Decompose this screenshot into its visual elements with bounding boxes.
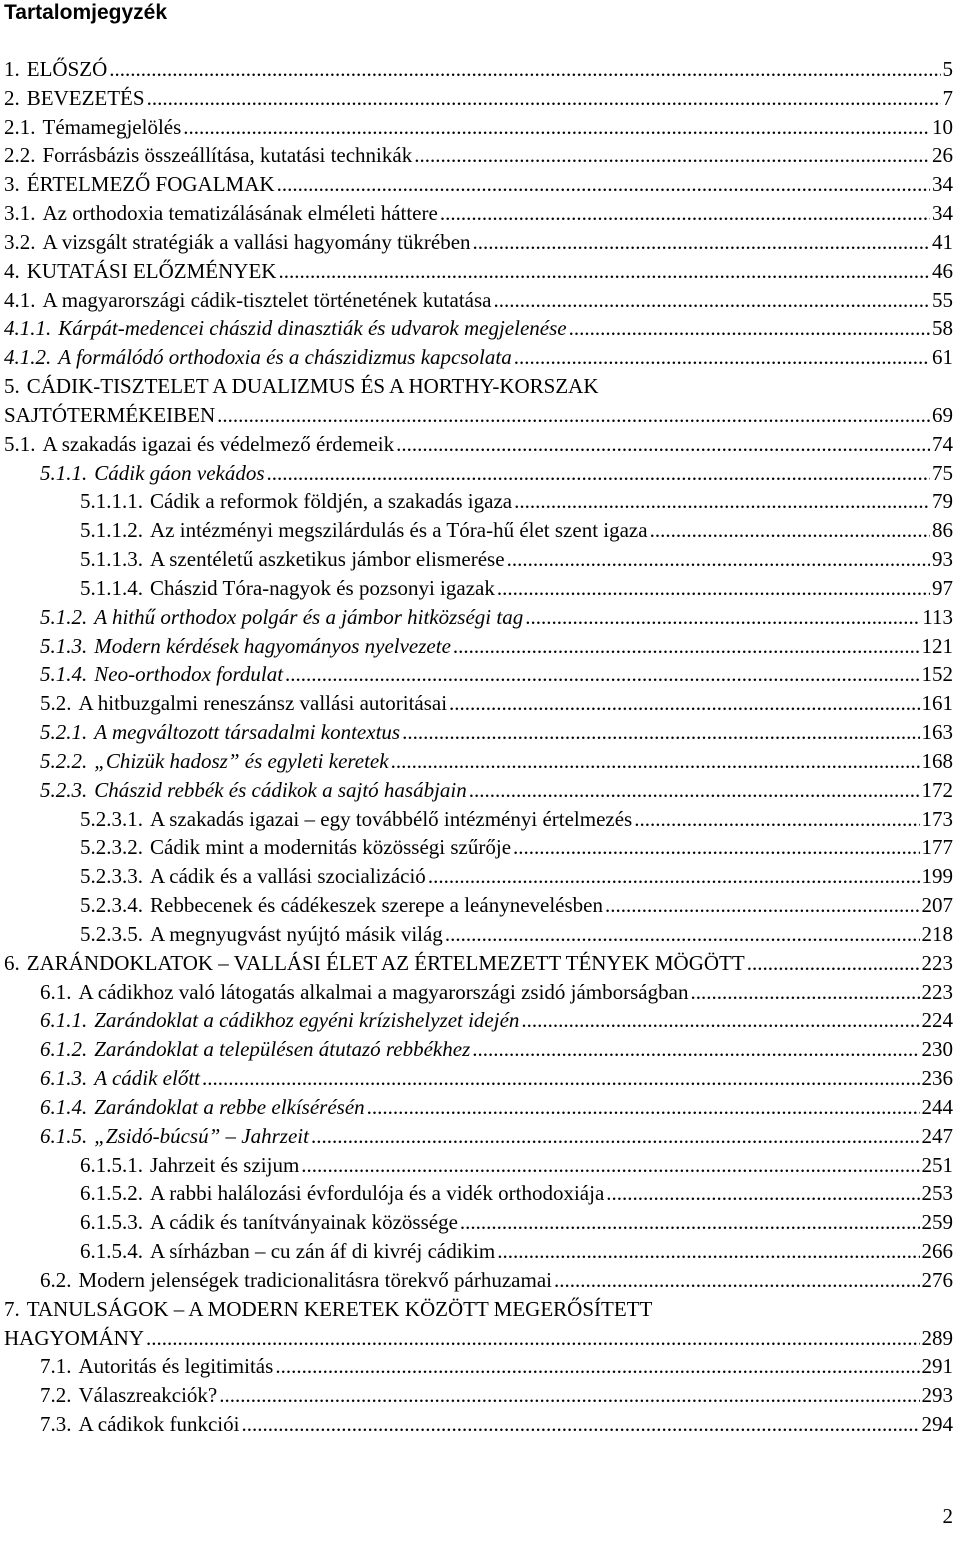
- toc-entry-text: Modern kérdések hagyományos nyelvezete: [94, 633, 451, 658]
- toc-entry[interactable]: [4, 401, 953, 429]
- toc-leader-dots: [507, 545, 930, 573]
- toc-entry[interactable]: [80, 891, 953, 919]
- toc-leader-dots: [275, 1352, 919, 1380]
- toc-entry-number: 3.2.: [4, 229, 36, 254]
- toc-entry-label: [40, 1006, 519, 1034]
- toc-leader-dots: [472, 1035, 919, 1063]
- toc-entry-label: [80, 1151, 299, 1179]
- toc-leader-dots: [267, 459, 930, 487]
- toc-entry-page: 251: [921, 1152, 953, 1177]
- toc-entry-page: 69: [932, 402, 953, 427]
- toc-entry-page: 113: [922, 604, 953, 629]
- toc-entry-number: 5.1.: [4, 431, 36, 456]
- toc-entry-page: 34: [932, 201, 953, 226]
- toc-entry-text: Válaszreakciók?: [78, 1383, 218, 1408]
- toc-leader-dots: [469, 776, 920, 804]
- toc-leader-dots: [747, 949, 920, 977]
- toc-entry-number: 6.: [4, 950, 20, 975]
- toc-entry-label: [80, 1208, 458, 1236]
- toc-entry-text: A vizsgált stratégiák a vallási hagyomány tükrében: [42, 229, 471, 254]
- toc-entry-label: [40, 1410, 239, 1438]
- toc-entry[interactable]: [4, 1295, 953, 1323]
- toc-leader-dots: [514, 343, 930, 371]
- toc-entry-number: 2.2.: [4, 143, 36, 168]
- toc-leader-dots: [634, 805, 919, 833]
- toc-leader-dots: [367, 1093, 920, 1121]
- toc-entry[interactable]: [80, 487, 953, 515]
- toc-entry-number: 5.1.1.3.: [80, 547, 143, 572]
- toc-leader-dots: [147, 84, 941, 112]
- toc-entry-label: [4, 257, 276, 285]
- toc-entry-label: [4, 430, 394, 458]
- toc-entry[interactable]: [4, 372, 953, 400]
- toc-entry[interactable]: [40, 660, 953, 688]
- toc-leader-dots: [453, 632, 920, 660]
- toc-entry-number: 6.1.1.: [40, 1008, 88, 1033]
- toc-entry-label: [80, 1237, 495, 1265]
- toc-entry-label: [4, 1295, 652, 1323]
- toc-entry-text: Chászid rebbék és cádikok a sajtó hasábjain: [94, 777, 467, 802]
- toc-entry-number: 6.2.: [40, 1267, 72, 1292]
- toc-entry-number: 5.2.3.2.: [80, 835, 143, 860]
- toc-entry-number: 5.: [4, 374, 20, 399]
- toc-entry-text: A cádikhoz való látogatás alkalmai a magyarországi zsidó jámborságban: [78, 979, 689, 1004]
- toc-entry-label: [40, 1064, 200, 1092]
- toc-entry-label: [40, 747, 389, 775]
- toc-entry[interactable]: [40, 776, 953, 804]
- toc-entry[interactable]: [40, 1122, 953, 1150]
- toc-entry[interactable]: [40, 689, 953, 717]
- toc-entry-text: „Zsidó-búcsú” – Jahrzeit: [94, 1123, 309, 1148]
- toc-entry[interactable]: [40, 632, 953, 660]
- toc-entry-label: [80, 1179, 604, 1207]
- toc-entry-text: A formálódó orthodoxia és a chászidizmus kapcsolata: [58, 345, 512, 370]
- toc-entry-text: „Chizük hadosz” és egyleti keretek: [94, 748, 389, 773]
- toc-entry-text: Az intézményi megszilárdulás és a Tóra-hű élet szent igaza: [150, 518, 648, 543]
- toc-entry[interactable]: [80, 1151, 953, 1179]
- toc-entry[interactable]: [40, 747, 953, 775]
- toc-entry[interactable]: [80, 833, 953, 861]
- toc-entry-text: Cádik a reformok földjén, a szakadás igaza: [150, 489, 513, 514]
- toc-leader-dots: [521, 1006, 919, 1034]
- toc-entry-page: 5: [942, 57, 953, 81]
- toc-entry-number: 6.1.5.2.: [80, 1181, 143, 1206]
- toc-entry-label: [80, 574, 495, 602]
- toc-entry-label: [80, 833, 511, 861]
- toc-leader-dots: [460, 1208, 920, 1236]
- toc-entry[interactable]: [40, 603, 953, 631]
- toc-leader-dots: [391, 747, 920, 775]
- toc-entry-text: A megváltozott társadalmi kontextus: [94, 720, 401, 745]
- toc-entry-page: 276: [921, 1267, 953, 1292]
- toc-entry-label: [4, 372, 599, 400]
- toc-entry-page: 161: [921, 691, 953, 716]
- toc-entry[interactable]: [4, 113, 953, 141]
- toc-leader-dots: [311, 1122, 920, 1150]
- toc-entry-page: 7: [942, 85, 953, 110]
- toc-entry-page: 61: [932, 345, 953, 370]
- toc-entry-text: CÁDIK-TISZTELET A DUALIZMUS ÉS A HORTHY-KORSZAK: [26, 374, 599, 399]
- toc-entry-text: A hitbuzgalmi reneszánsz vallási autoritásai: [78, 691, 448, 716]
- toc-entry-page: 58: [932, 316, 953, 341]
- toc-entry-label: [4, 314, 567, 342]
- toc-entry-label: [80, 487, 512, 515]
- toc-entry-page: 172: [921, 777, 953, 802]
- toc-entry[interactable]: [4, 314, 953, 342]
- toc-entry-text: Rebbecenek és cádékeszek szerepe a leánynevelésben: [150, 893, 603, 918]
- toc-entry-page: 224: [921, 1008, 953, 1033]
- toc-entry-label: [4, 401, 215, 429]
- toc-entry-number: 5.1.4.: [40, 662, 88, 687]
- toc-entry-text: Jahrzeit és szijum: [150, 1152, 300, 1177]
- toc-entry-label: [40, 718, 400, 746]
- toc-leader-dots: [109, 55, 940, 83]
- toc-entry[interactable]: [4, 430, 953, 458]
- toc-entry-text: ELŐSZÓ: [26, 57, 108, 81]
- toc-entry-number: 4.1.2.: [4, 345, 52, 370]
- toc-leader-dots: [428, 862, 920, 890]
- toc-entry-number: 5.1.3.: [40, 633, 88, 658]
- toc-entry-page: 168: [921, 748, 953, 773]
- toc-entry-number: 5.2.3.3.: [80, 864, 143, 889]
- toc-entry-number: 6.1.2.: [40, 1037, 88, 1062]
- toc-entry[interactable]: [4, 286, 953, 314]
- toc-leader-dots: [606, 1179, 919, 1207]
- toc-entry-number: 6.1.5.1.: [80, 1152, 143, 1177]
- toc-entry-number: 5.1.1.1.: [80, 489, 143, 514]
- toc-entry-label: [40, 632, 451, 660]
- toc-entry-page: 230: [921, 1037, 953, 1062]
- toc-entry[interactable]: [40, 1035, 953, 1063]
- toc-entry-label: [4, 199, 438, 227]
- toc-entry-page: 293: [921, 1383, 953, 1408]
- toc-entry-page: 10: [932, 114, 953, 139]
- toc-entry[interactable]: [80, 1237, 953, 1265]
- toc-entry-label: [80, 516, 648, 544]
- toc-entry-text: HAGYOMÁNY: [4, 1325, 144, 1350]
- toc-entry-number: 7.2.: [40, 1383, 72, 1408]
- toc-entry[interactable]: [40, 1352, 953, 1380]
- toc-entry[interactable]: [80, 1179, 953, 1207]
- toc-entry[interactable]: [4, 949, 953, 977]
- toc-leader-dots: [219, 1381, 919, 1409]
- toc-entry-label: [4, 343, 512, 371]
- toc-entry-page: 121: [921, 633, 953, 658]
- toc-entry-label: [80, 862, 426, 890]
- toc-entry-number: 6.1.5.4.: [80, 1239, 143, 1264]
- toc-leader-dots: [301, 1151, 919, 1179]
- toc-leader-dots: [202, 1064, 920, 1092]
- toc-entry-number: 5.2.: [40, 691, 72, 716]
- toc-entry-text: Témamegjelölés: [42, 114, 182, 139]
- toc-entry-label: [40, 1381, 217, 1409]
- toc-leader-dots: [497, 1237, 919, 1265]
- toc-leader-dots: [473, 228, 930, 256]
- toc-entry-label: [4, 228, 471, 256]
- toc-entry[interactable]: [80, 545, 953, 573]
- toc-entry-text: Kárpát-medencei chászid dinasztiák és udvarok megjelenése: [58, 316, 567, 341]
- toc-entry-label: [80, 891, 603, 919]
- toc-entry-number: 5.1.1.4.: [80, 575, 143, 600]
- toc-entry-label: [40, 1352, 273, 1380]
- toc-entry-number: 5.2.1.: [40, 720, 88, 745]
- toc-entry-number: 5.2.3.5.: [80, 921, 143, 946]
- toc-entry-text: Neo-orthodox fordulat: [94, 662, 284, 687]
- toc-entry-label: [4, 55, 107, 83]
- toc-entry-text: SAJTÓTERMÉKEIBEN: [4, 402, 216, 427]
- toc-entry[interactable]: [40, 1410, 953, 1438]
- toc-entry-label: [40, 1266, 552, 1294]
- toc-entry-text: KUTATÁSI ELŐZMÉNYEK: [26, 258, 277, 283]
- toc-entry[interactable]: [4, 170, 953, 198]
- toc-entry[interactable]: [80, 1208, 953, 1236]
- page-title: Tartalomjegyzék: [4, 1, 168, 24]
- toc-entry-label: [40, 1035, 470, 1063]
- toc-leader-dots: [497, 574, 930, 602]
- toc-entry-number: 6.1.4.: [40, 1094, 88, 1119]
- toc-leader-dots: [285, 660, 919, 688]
- toc-entry-number: 5.2.3.1.: [80, 806, 143, 831]
- toc-entry-page: 294: [921, 1412, 953, 1436]
- toc-entry-text: A cádik előtt: [94, 1066, 200, 1091]
- toc-entry-page: 46: [932, 258, 953, 283]
- toc-entry-label: [80, 545, 505, 573]
- toc-entry[interactable]: [40, 459, 953, 487]
- toc-entry-text: ÉRTELMEZŐ FOGALMAK: [26, 172, 275, 197]
- toc-leader-dots: [217, 401, 930, 429]
- toc-entry-text: A rabbi halálozási évfordulója és a vidék orthodoxiája: [150, 1181, 605, 1206]
- toc-entry-text: Chászid Tóra-nagyok és pozsonyi igazak: [150, 575, 495, 600]
- page-number: 2: [942, 1504, 953, 1528]
- toc-entry-text: TANULSÁGOK – A MODERN KERETEK KÖZÖTT MEGERŐSÍTETT: [26, 1296, 653, 1321]
- toc-entry-page: 291: [921, 1354, 953, 1379]
- toc-entry-text: Az orthodoxia tematizálásának elméleti háttere: [42, 201, 438, 226]
- toc-entry[interactable]: [4, 1324, 953, 1352]
- toc-entry-number: 6.1.5.: [40, 1123, 88, 1148]
- toc-entry-text: Zarándoklat a rebbe elkísérésén: [94, 1094, 365, 1119]
- toc-entry-page: 236: [921, 1066, 953, 1091]
- toc-entry-number: 4.: [4, 258, 20, 283]
- toc-entry-page: 266: [921, 1239, 953, 1264]
- toc-leader-dots: [241, 1410, 919, 1438]
- toc-entry-page: 223: [921, 950, 953, 975]
- toc-entry-page: 247: [921, 1123, 953, 1148]
- toc-entry[interactable]: [4, 343, 953, 371]
- toc-entry-page: 244: [921, 1094, 953, 1119]
- toc-entry-page: 223: [921, 979, 953, 1004]
- toc-entry-text: ZARÁNDOKLATOK – VALLÁSI ÉLET AZ ÉRTELMEZETT TÉNYEK MÖGÖTT: [26, 950, 745, 975]
- toc-entry-page: 75: [932, 460, 953, 485]
- toc-leader-dots: [605, 891, 920, 919]
- toc-entry-number: 5.1.1.2.: [80, 518, 143, 543]
- toc-entry-page: 177: [921, 835, 953, 860]
- toc-entry-text: Modern jelenségek tradicionalitásra törekvő párhuzamai: [78, 1267, 552, 1292]
- toc-entry-number: 4.1.: [4, 287, 36, 312]
- toc-entry[interactable]: [40, 1006, 953, 1034]
- toc-leader-dots: [183, 113, 930, 141]
- toc-entry-page: 26: [932, 143, 953, 168]
- toc-entry-page: 199: [921, 864, 953, 889]
- toc-entry-page: 289: [921, 1325, 953, 1350]
- toc-entry-page: 152: [921, 662, 953, 687]
- toc-entry-page: 207: [921, 893, 953, 918]
- toc-entry-text: A cádikok funkciói: [78, 1412, 240, 1436]
- toc-leader-dots: [514, 487, 930, 515]
- toc-entry-text: Zarándoklat a településen átutazó rebbékhez: [94, 1037, 471, 1062]
- toc-entry-page: 97: [932, 575, 953, 600]
- toc-entry-label: [40, 689, 447, 717]
- toc-entry-page: 41: [932, 229, 953, 254]
- toc-entry-page: 86: [932, 518, 953, 543]
- toc-entry-text: A szakadás igazai – egy továbbélő intézményi értelmezés: [150, 806, 633, 831]
- toc-entry-number: 2.: [4, 85, 20, 110]
- toc-leader-dots: [449, 689, 919, 717]
- toc-entry-text: Zarándoklat a cádikhoz egyéni krízishelyzet idején: [94, 1008, 520, 1033]
- toc-entry-label: [4, 84, 145, 112]
- toc-leader-dots: [278, 257, 930, 285]
- toc-entry-text: A szentéletű aszketikus jámbor elismerése: [150, 547, 505, 572]
- toc-entry[interactable]: [80, 862, 953, 890]
- toc-leader-dots: [414, 141, 930, 169]
- toc-entry[interactable]: [4, 84, 953, 112]
- toc-entry-page: 34: [932, 172, 953, 197]
- toc-entry[interactable]: [4, 199, 953, 227]
- toc-entry-page: 173: [921, 806, 953, 831]
- toc-entry-page: 218: [921, 921, 953, 946]
- toc-entry-number: 7.3.: [40, 1412, 72, 1436]
- toc-entry[interactable]: [4, 257, 953, 285]
- toc-entry-label: [4, 113, 181, 141]
- toc-entry-number: 3.: [4, 172, 20, 197]
- toc-entry-label: [4, 141, 412, 169]
- toc-entry-text: Autoritás és legitimitás: [78, 1354, 274, 1379]
- toc-entry-number: 4.1.1.: [4, 316, 52, 341]
- toc-leader-dots: [690, 978, 919, 1006]
- toc-entry-number: 7.1.: [40, 1354, 72, 1379]
- toc-entry-label: [4, 949, 745, 977]
- toc-leader-dots: [554, 1266, 920, 1294]
- toc-entry[interactable]: [4, 228, 953, 256]
- toc-entry-page: 253: [921, 1181, 953, 1206]
- toc-leader-dots: [525, 603, 920, 631]
- toc-entry-number: 1.: [4, 57, 20, 81]
- toc-entry-text: BEVEZETÉS: [26, 85, 145, 110]
- toc-entry-text: A cádik és a vallási szocializáció: [150, 864, 426, 889]
- toc-entry-text: A sírházban – cu zán áf di kivréj cádikim: [150, 1239, 496, 1264]
- toc-entry-text: A megnyugvást nyújtó másik világ: [150, 921, 443, 946]
- toc-entry-label: [40, 1093, 365, 1121]
- toc-entry-page: 79: [932, 489, 953, 514]
- toc-leader-dots: [277, 170, 930, 198]
- toc-entry-label: [40, 603, 523, 631]
- toc-entry[interactable]: [80, 920, 953, 948]
- toc-leader-dots: [146, 1324, 920, 1352]
- toc-entry-label: [80, 920, 443, 948]
- toc-entry[interactable]: [40, 978, 953, 1006]
- toc-leader-dots: [402, 718, 919, 746]
- toc-leader-dots: [440, 199, 930, 227]
- toc-entry[interactable]: [4, 141, 953, 169]
- toc-entry[interactable]: [4, 55, 953, 83]
- toc-entry-text: Cádik mint a modernitás közösségi szűrője: [150, 835, 512, 860]
- toc-entry-number: 5.2.2.: [40, 748, 88, 773]
- toc-leader-dots: [493, 286, 930, 314]
- toc-entry-text: A magyarországi cádik-tisztelet történetének kutatása: [42, 287, 492, 312]
- toc-entry-page: 93: [932, 547, 953, 572]
- toc-entry[interactable]: [40, 1381, 953, 1409]
- toc-entry-number: 7.: [4, 1296, 20, 1321]
- toc-entry-label: [80, 805, 632, 833]
- toc-entry-number: 6.1.: [40, 979, 72, 1004]
- toc-entry[interactable]: [40, 1093, 953, 1121]
- toc-entry-number: 5.1.1.: [40, 460, 88, 485]
- toc-entry-page: 163: [921, 720, 953, 745]
- toc-entry-page: 259: [921, 1210, 953, 1235]
- toc-entry-label: [40, 660, 283, 688]
- toc-entry-label: [40, 459, 265, 487]
- toc-leader-dots: [396, 430, 930, 458]
- toc-entry-label: [40, 776, 467, 804]
- toc-entry-label: [4, 1324, 144, 1352]
- toc-leader-dots: [650, 516, 930, 544]
- toc-entry-number: 2.1.: [4, 114, 36, 139]
- toc-entry-text: A szakadás igazai és védelmező érdemeik: [42, 431, 395, 456]
- toc-entry[interactable]: [40, 1064, 953, 1092]
- toc-entry-text: A hithű orthodox polgár és a jámbor hitközségi tag: [94, 604, 524, 629]
- toc-entry-number: 5.2.3.: [40, 777, 88, 802]
- toc-entry[interactable]: [40, 718, 953, 746]
- toc-entry-number: 3.1.: [4, 201, 36, 226]
- toc-entry-label: [40, 978, 688, 1006]
- toc-entry-page: 55: [932, 287, 953, 312]
- toc-entry[interactable]: [40, 1266, 953, 1294]
- toc-entry-page: 74: [932, 431, 953, 456]
- toc-entry-text: Cádik gáon vekádos: [94, 460, 265, 485]
- toc-leader-dots: [569, 314, 930, 342]
- toc-entry-number: 6.1.3.: [40, 1066, 88, 1091]
- toc-entry-label: [40, 1122, 309, 1150]
- toc-leader-dots: [513, 833, 919, 861]
- toc-entry-label: [4, 170, 275, 198]
- toc-entry-text: Forrásbázis összeállítása, kutatási technikák: [42, 143, 413, 168]
- toc-entry[interactable]: [80, 574, 953, 602]
- toc-entry-number: 5.1.2.: [40, 604, 88, 629]
- toc-entry[interactable]: [80, 516, 953, 544]
- toc-entry[interactable]: [80, 805, 953, 833]
- toc-leader-dots: [445, 920, 920, 948]
- toc-entry-number: 5.2.3.4.: [80, 893, 143, 918]
- toc-entry-number: 6.1.5.3.: [80, 1210, 143, 1235]
- toc-entry-text: A cádik és tanítványainak közössége: [150, 1210, 458, 1235]
- toc-entry-label: [4, 286, 491, 314]
